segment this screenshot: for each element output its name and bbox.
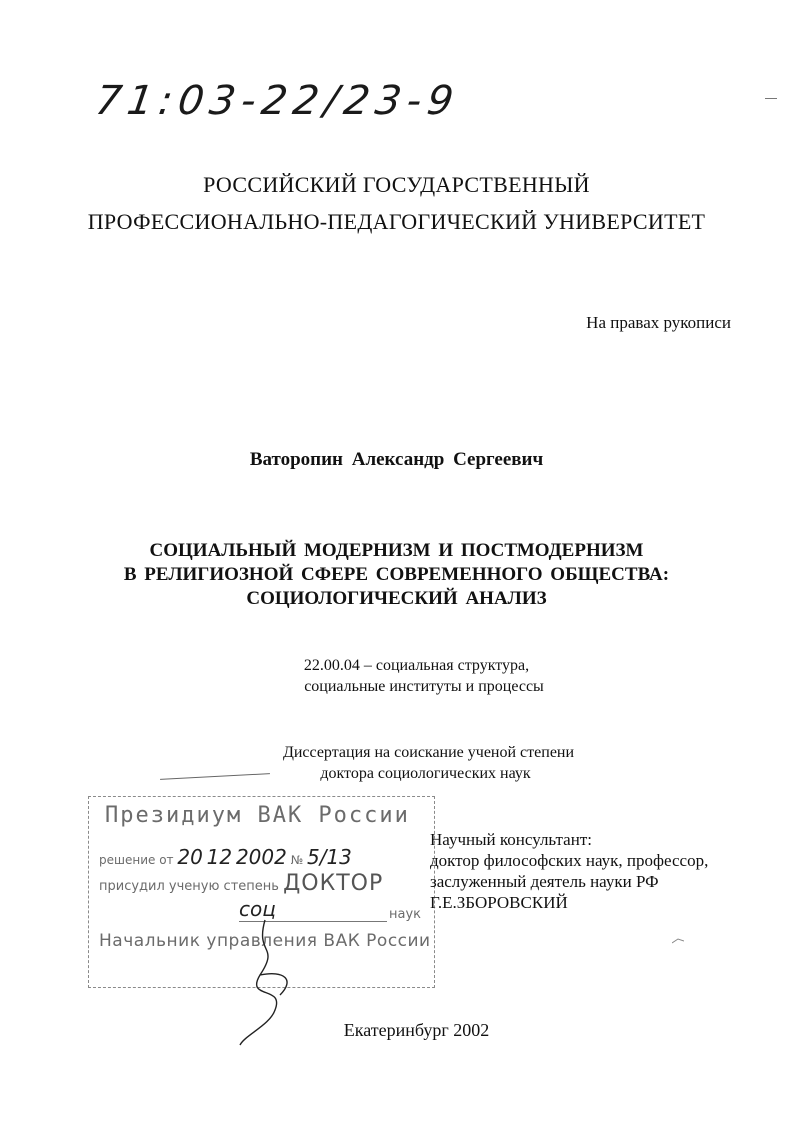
stamp-title: Президиум ВАК России — [105, 803, 410, 828]
degree-statement-line2: доктора социологических наук — [320, 765, 531, 782]
stamp-decision-month: 12 — [206, 845, 233, 869]
stamp-decision-number: 5/13 — [306, 845, 352, 869]
manuscript-note: На правах рукописи — [586, 313, 731, 332]
title-line1: СОЦИАЛЬНЫЙ МОДЕРНИЗМ И ПОСТМОДЕРНИЗМ — [149, 540, 644, 561]
archive-code: 71:03-22/23-9 — [92, 78, 463, 124]
dissertation-title — [0, 539, 793, 611]
stamp-decision-no-label: № — [290, 853, 304, 867]
stamp-awarded-label: присудил ученую степень — [99, 879, 279, 894]
stamp-degree: ДОКТОР — [283, 871, 384, 896]
specialty-line1: 22.00.04 – социальная структура, — [303, 657, 530, 674]
stamp-awarded — [99, 871, 383, 896]
stamp-head: Начальник управления ВАК России — [99, 931, 431, 951]
scan-mark — [765, 98, 777, 105]
title-line2: В РЕЛИГИОЗНОЙ СФЕРЕ СОВРЕМЕННОГО ОБЩЕСТВА: — [123, 564, 670, 585]
consultant-label: Научный консультант: — [430, 830, 592, 849]
consultant-name: Г.Е.ЗБОРОВСКИЙ — [430, 893, 568, 912]
stamp-decision-day: 20 — [177, 845, 203, 869]
stamp-decision — [99, 845, 352, 869]
scientific-consultant — [430, 829, 708, 913]
stamp-decision-year: 2002 — [235, 845, 287, 869]
degree-statement — [0, 742, 793, 784]
stamp-science-handwritten: соц — [239, 897, 276, 921]
consultant-title: заслуженный деятель науки РФ — [430, 872, 659, 891]
specialty — [0, 655, 793, 697]
consultant-degree: доктор философских наук, профессор, — [430, 851, 709, 870]
university-name-line1: РОССИЙСКИЙ ГОСУДАРСТВЕННЫЙ — [203, 172, 590, 197]
title-line3: СОЦИОЛОГИЧЕСКИЙ АНАЛИЗ — [246, 588, 547, 609]
scan-artifact-icon — [672, 938, 684, 944]
degree-statement-line1: Диссертация на соискание ученой степени — [282, 744, 575, 761]
author-name: Ваторопин Александр Сергеевич — [249, 449, 544, 470]
stamp-science-suffix: наук — [389, 907, 422, 922]
university-name-line2: ПРОФЕССИОНАЛЬНО-ПЕДАГОГИЧЕСКИЙ УНИВЕРСИТЕТ — [87, 209, 706, 234]
specialty-line2: социальные институты и процессы — [304, 678, 544, 695]
city-year: Екатеринбург 2002 — [343, 1020, 490, 1040]
stamp-decision-prefix: решение от — [99, 853, 174, 867]
